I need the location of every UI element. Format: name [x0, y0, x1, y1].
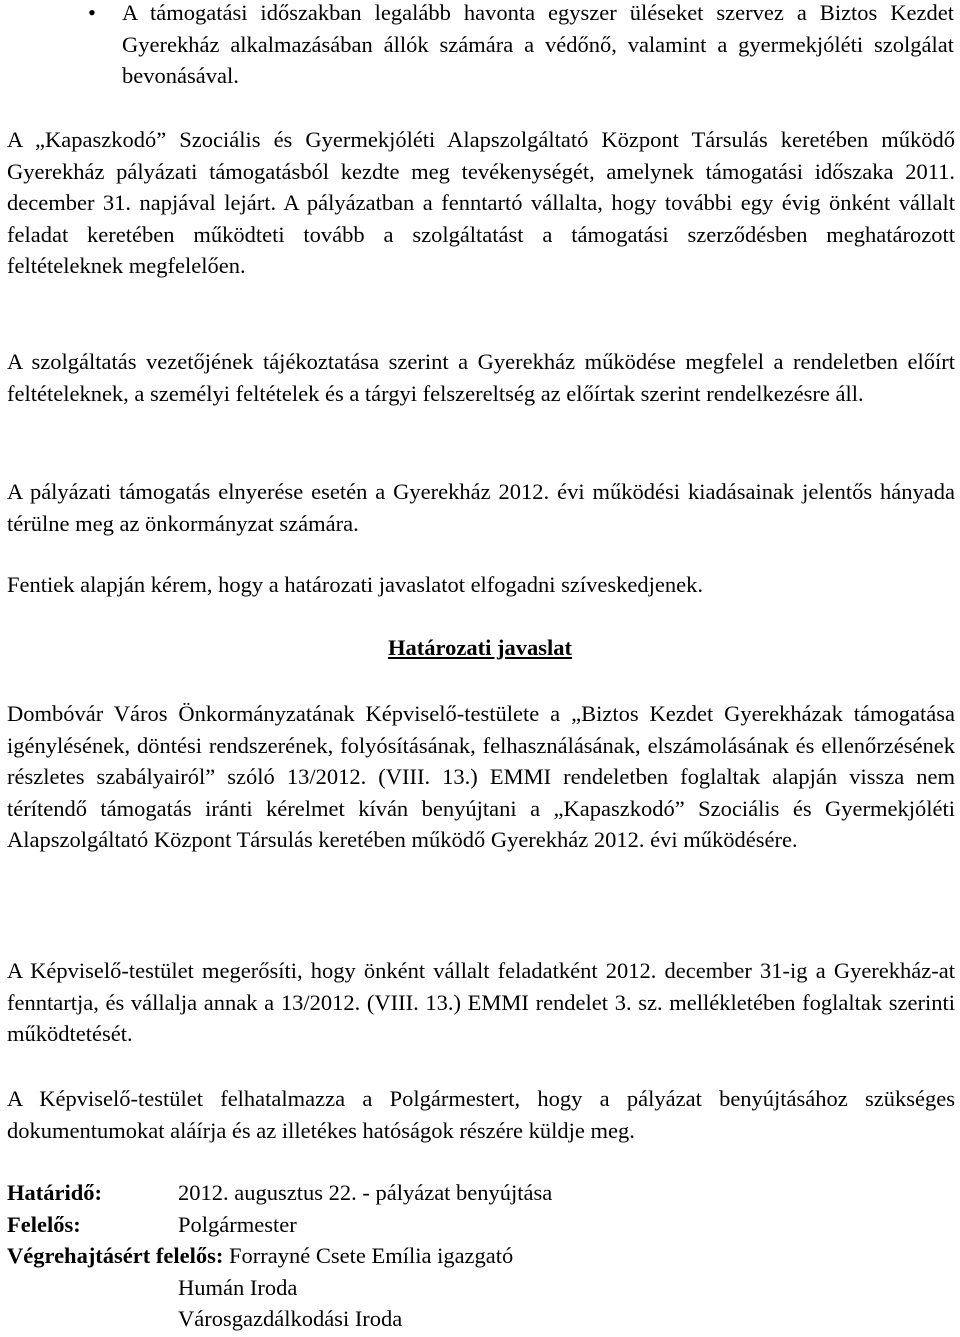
- executor-extra-row-1: [7, 1272, 955, 1304]
- resolution-heading: Határozati javaslat: [388, 635, 572, 660]
- paragraph-funding-benefit: A pályázati támogatás elnyerése esetén a Gyerekház 2012. évi működési kiadásainak jelentős hányada térülne meg az önkormányzat számára.: [7, 479, 955, 536]
- deadline-label: Határidő:: [7, 1180, 102, 1205]
- bullet-marker: •: [88, 0, 96, 25]
- executor-line: [7, 1240, 513, 1272]
- executor-extra-2: Városgazdálkodási Iroda: [178, 1306, 403, 1331]
- executor-label: Végrehajtásért felelős:: [7, 1243, 224, 1268]
- resolution-paragraph-1: Dombóvár Város Önkormányzatának Képviselő-testülete a „Biztos Kezdet Gyerekházak támogatása igénylésének, döntési rendszerének, folyósításának, felhasználásának, elszámolásának és ellenőrzésének részletes szabályairól” szóló 13/2012. (VIII. 13.) EMMI rendeletben foglaltak alapján vissza nem térítendő támogatás iránti kérelmet kíván benyújtani a „Kapaszkodó” Szociális és Gyermekjóléti Alapszolgáltató Központ Társulás keretében működő Gyerekház 2012. évi működésére.: [7, 701, 955, 852]
- paragraph-request: Fentiek alapján kérem, hogy a határozati javaslatot elfogadni szíveskedjenek.: [7, 572, 703, 597]
- bullet-item-text: A támogatási időszakban legalább havonta egyszer üléseket szervez a Biztos Kezdet Gyerekház alkalmazásában állók számára a védőnő, valamint a gyermekjóléti szolgálat bevonásával.: [122, 0, 954, 88]
- resolution-paragraph-2: A Képviselő-testület megerősíti, hogy önként vállalt feladatként 2012. december 31-ig a Gyerekház-at fenntartja, és vállalja annak a 13/2012. (VIII. 13.) EMMI rendelet 3. sz. mellékletében foglaltak szerinti működtetését.: [7, 958, 955, 1046]
- resolution-paragraph-3: A Képviselő-testület felhatalmazza a Polgármestert, hogy a pályázat benyújtásához szükséges dokumentumokat aláírja és az illetékes hatóságok részére küldje meg.: [7, 1086, 955, 1143]
- responsible-value: Polgármester: [178, 1211, 297, 1237]
- paragraph-service-status: A szolgáltatás vezetőjének tájékoztatása szerint a Gyerekház működése megfelel a rendeletben előírt feltételeknek, a személyi feltételek és a tárgyi felszereltség az előírtak szerint rendelkezésre áll.: [7, 349, 955, 406]
- executor-extra-row-2: [7, 1303, 955, 1335]
- responsibility-table: [7, 1177, 955, 1335]
- responsible-row: [7, 1209, 955, 1241]
- deadline-row: [7, 1177, 955, 1209]
- executor-value: Forrayné Csete Emília igazgató: [229, 1243, 514, 1268]
- executor-extra-1: Humán Iroda: [178, 1274, 298, 1300]
- paragraph-intro: A „Kapaszkodó” Szociális és Gyermekjóléti Alapszolgáltató Központ Társulás keretében működő Gyerekház pályázati támogatásból kezdte meg tevékenységét, amelynek támogatási időszaka 2011. december 31. napjával lejárt. A pályázatban a fenntartó vállalta, hogy további egy évig önként vállalt feladat keretében működteti tovább a szolgáltatást a támogatási szerződésben meghatározott feltételeknek megfelelően.: [7, 127, 955, 278]
- deadline-value: 2012. augusztus 22. - pályázat benyújtása: [178, 1180, 553, 1205]
- executor-row: [7, 1240, 955, 1272]
- responsible-label: Felelős:: [7, 1211, 81, 1237]
